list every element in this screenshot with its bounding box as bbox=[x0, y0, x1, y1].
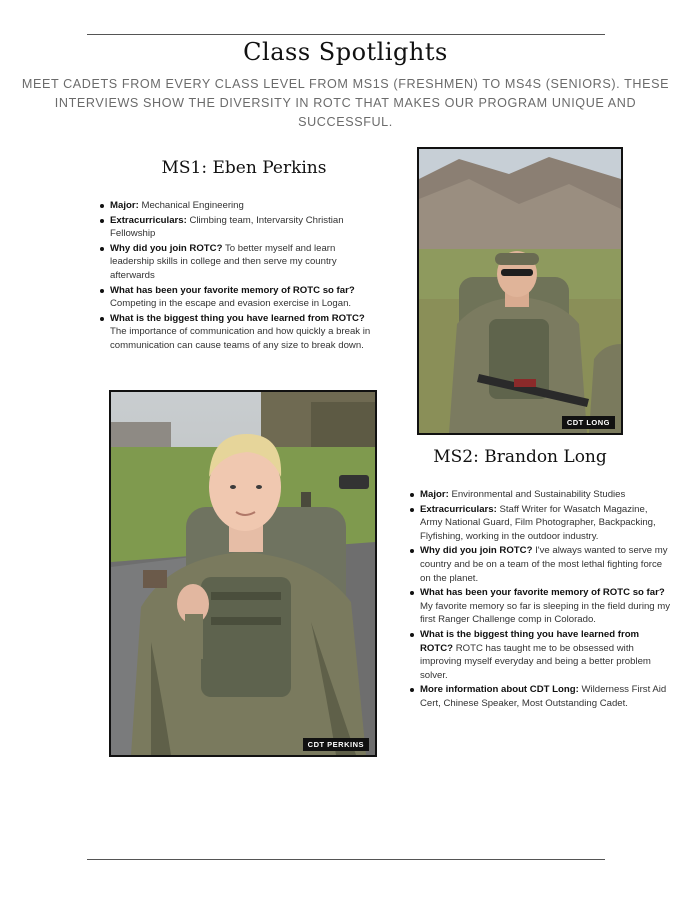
answer: Wilderness First Aid Cert, Chinese Speaker, Most Outstanding Cadet. bbox=[420, 684, 667, 709]
ms2-heading: MS2: Brandon Long bbox=[433, 447, 607, 467]
list-item bbox=[420, 488, 672, 502]
ms2-qa-list bbox=[406, 488, 672, 712]
answer: The importance of communication and how quickly a break in communication can cause teams of any size to break down. bbox=[110, 326, 371, 351]
question: What has been your favorite memory of ROTC so far? bbox=[110, 284, 355, 296]
question: Why did you join ROTC? bbox=[110, 242, 223, 254]
cdt-perkins-photo bbox=[109, 390, 377, 757]
list-item bbox=[420, 683, 672, 710]
list-item bbox=[110, 199, 382, 213]
list-item bbox=[420, 586, 672, 627]
question: More information about CDT Long: bbox=[420, 684, 579, 696]
question: What is the biggest thing you have learned from ROTC? bbox=[420, 628, 640, 654]
list-item bbox=[420, 503, 672, 544]
list-item bbox=[110, 284, 382, 311]
photo-caption: CDT PERKINS bbox=[303, 738, 369, 751]
answer: Staff Writer for Wasatch Magazine, Army National Guard, Film Photographer, Backpacking, Flyfishing, working in the outdoor industry. bbox=[420, 503, 656, 542]
intro-text: MEET CADETS FROM EVERY CLASS LEVEL FROM MS1S (FRESHMEN) TO MS4S (SENIORS). THESE INTERVIEWS SHOW THE DIVERSITY IN ROTC THAT MAKES OUR PROGRAM UNIQUE AND SUCCESSFUL. bbox=[21, 77, 670, 129]
question: Major: bbox=[110, 200, 139, 211]
list-item bbox=[110, 242, 382, 283]
cadet-photo-illustration bbox=[419, 149, 621, 433]
answer: I've always wanted to serve my country and be on a team of the most lethal fighting force on the planet. bbox=[420, 545, 668, 584]
answer: Mechanical Engineering bbox=[138, 200, 244, 211]
cadet-photo-illustration bbox=[111, 392, 375, 755]
question: Why did you join ROTC? bbox=[420, 545, 533, 557]
answer: My favorite memory so far is sleeping in the field during my first Ranger Challenge comp in Colorado. bbox=[420, 600, 671, 626]
page-title: Class Spotlights bbox=[243, 38, 448, 66]
list-item bbox=[110, 312, 382, 353]
list-item bbox=[420, 544, 672, 585]
question: Major: bbox=[420, 489, 449, 500]
question: What is the biggest thing you have learned from ROTC? bbox=[110, 312, 365, 324]
question: Extracurriculars: bbox=[110, 214, 187, 226]
ms1-qa-list bbox=[96, 199, 382, 354]
answer: Climbing team, Intervarsity Christian Fellowship bbox=[110, 214, 344, 240]
list-item bbox=[420, 628, 672, 682]
answer: ROTC has taught me to be obsessed with improving myself everyday and being a better problem solver. bbox=[420, 642, 651, 681]
top-divider bbox=[87, 34, 605, 35]
list-item bbox=[110, 214, 382, 241]
answer: Environmental and Sustainability Studies bbox=[448, 489, 626, 500]
answer: To better myself and learn leadership skills in college and then serve my country afterwards bbox=[110, 242, 337, 281]
cdt-long-photo bbox=[417, 147, 623, 435]
question: Extracurriculars: bbox=[420, 503, 497, 515]
photo-caption: CDT LONG bbox=[562, 416, 615, 429]
ms1-heading: MS1: Eben Perkins bbox=[161, 158, 327, 178]
bottom-divider bbox=[87, 859, 605, 860]
answer: Competing in the escape and evasion exercise in Logan. bbox=[110, 298, 352, 310]
question: What has been your favorite memory of ROTC so far? bbox=[420, 587, 665, 599]
